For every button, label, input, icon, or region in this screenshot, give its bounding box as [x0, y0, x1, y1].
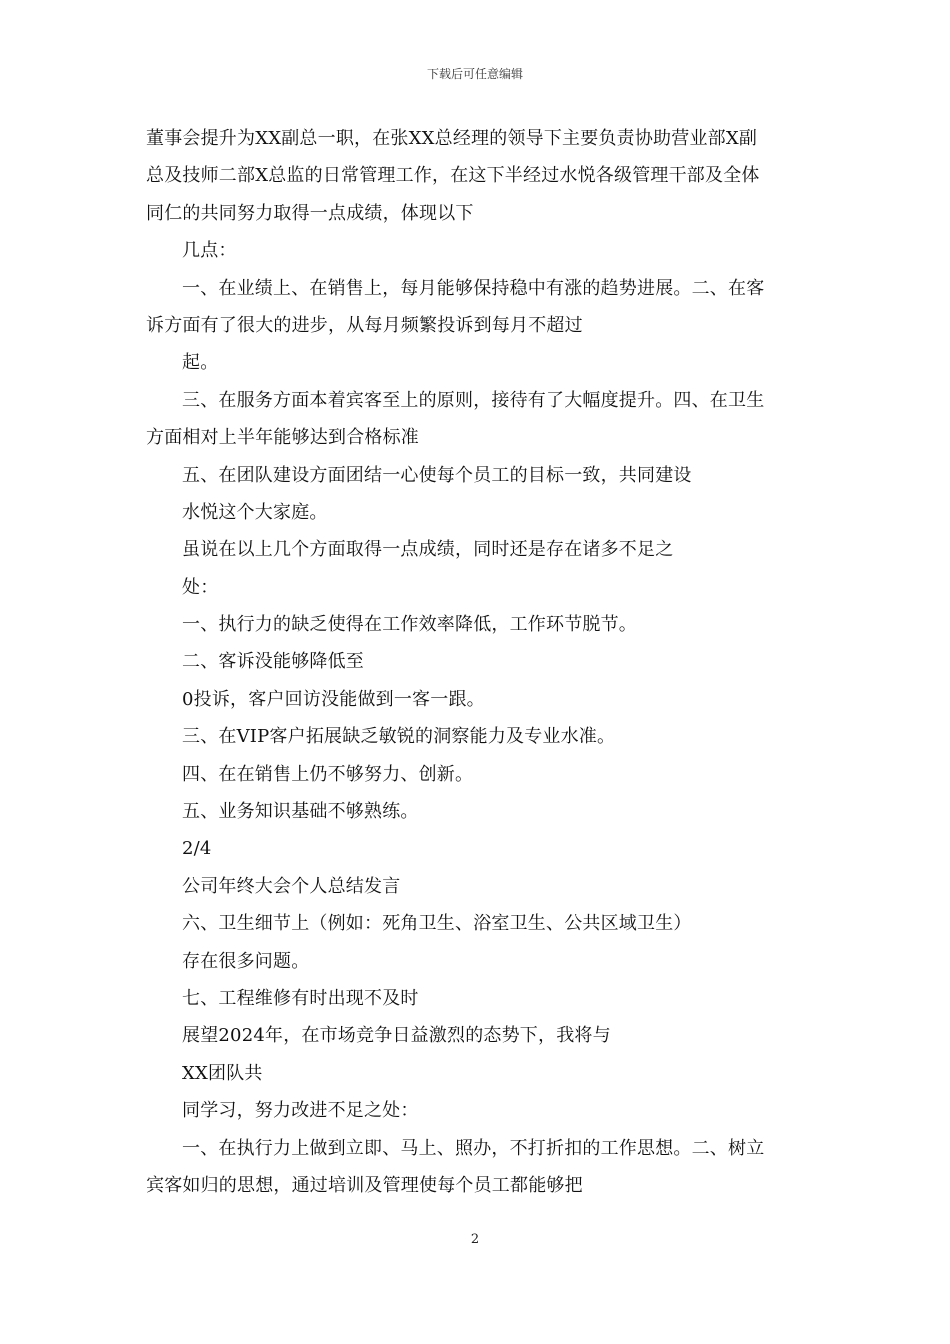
text-line: 三、在服务方面本着宾客至上的原则，接待有了大幅度提升。四、在卫生 [182, 389, 765, 411]
text-line: 五、业务知识基础不够熟练。 [182, 801, 419, 823]
text-line: 一、执行力的缺乏使得在工作效率降低，工作环节脱节。 [182, 614, 637, 636]
text-line: 三、在VIP客户拓展缺乏敏锐的洞察能力及专业水准。 [182, 726, 616, 748]
text-line: 存在很多问题。 [182, 950, 310, 972]
text-line: 诉方面有了很大的进步，从每月频繁投诉到每月不超过 [146, 314, 583, 336]
text-line: 一、在业绩上、在销售上，每月能够保持稳中有涨的趋势进展。二、在客 [182, 277, 765, 299]
text-line: 公司年终大会个人总结发言 [182, 875, 401, 897]
page-number: 2 [470, 1232, 480, 1247]
text-line: 五、在团队建设方面团结一心使每个员工的目标一致，共同建设 [182, 464, 692, 486]
text-line: 总及技师二部X总监的日常管理工作，在这下半经过水悦各级管理干部及全体 [146, 165, 760, 187]
text-line: 几点： [182, 240, 237, 262]
text-line: 七、工程维修有时出现不及时 [182, 987, 419, 1009]
text-line: 展望2024年，在市场竞争日益激烈的态势下，我将与 [182, 1025, 611, 1047]
text-line: 虽说在以上几个方面取得一点成绩，同时还是存在诸多不足之 [182, 539, 674, 561]
text-line: 2/4 [182, 838, 212, 860]
text-line: 宾客如归的思想，通过培训及管理使每个员工都能够把 [146, 1174, 583, 1196]
text-line: 方面相对上半年能够达到合格标准 [146, 427, 419, 449]
text-line: 同学习，努力改进不足之处： [182, 1100, 419, 1122]
text-line: 一、在执行力上做到立即、马上、照办，不打折扣的工作思想。二、树立 [182, 1137, 765, 1159]
page-header: 下载后可任意编辑 [426, 67, 523, 81]
text-line: 处： [182, 576, 219, 598]
document-body [146, 120, 812, 1204]
text-line: 同仁的共同努力取得一点成绩，体现以下 [146, 202, 474, 224]
text-line: 起。 [182, 352, 219, 374]
text-line: 0投诉，客户回访没能做到一客一跟。 [182, 688, 485, 710]
text-line: 四、在在销售上仍不够努力、创新。 [182, 763, 474, 785]
text-line: 六、卫生细节上（例如：死角卫生、浴室卫生、公共区域卫生） [182, 913, 692, 935]
text-line: 董事会提升为XX副总一职，在张XX总经理的领导下主要负责协助营业部X副 [146, 128, 758, 149]
text-line: 二、客诉没能够降低至 [182, 651, 364, 673]
text-line: XX团队共 [182, 1062, 263, 1084]
text-line: 水悦这个大家庭。 [182, 501, 328, 523]
